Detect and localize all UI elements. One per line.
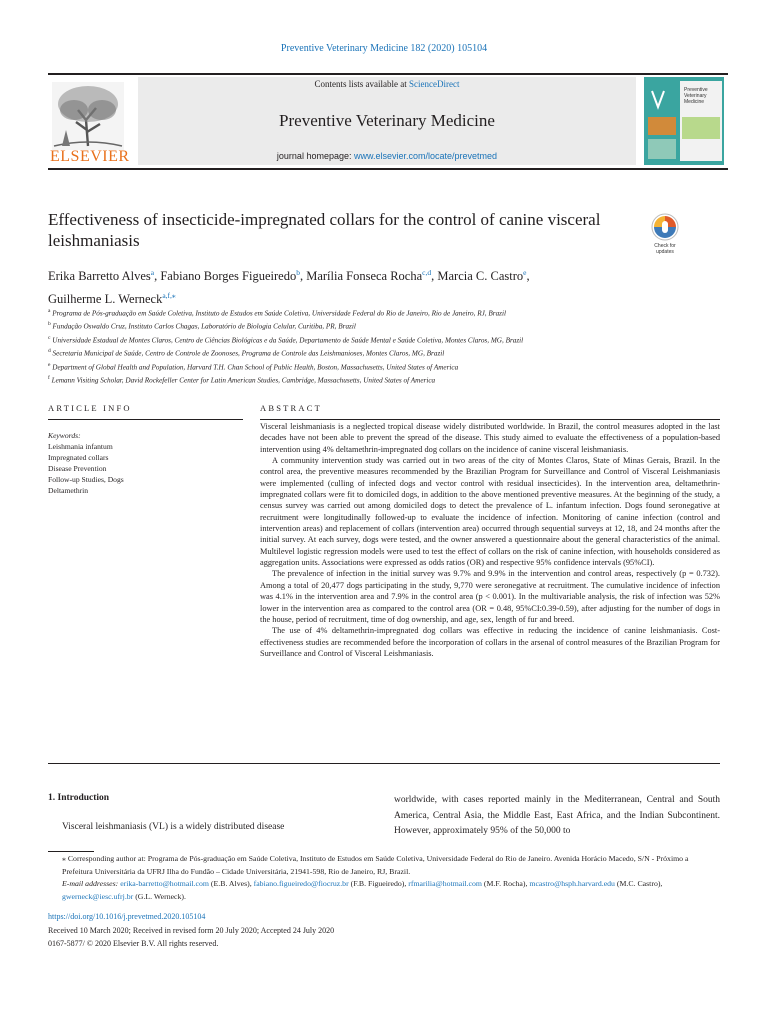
author-affil-ref[interactable]: c,d xyxy=(422,268,432,277)
author-affil-ref[interactable]: e xyxy=(523,268,527,277)
masthead-top-rule xyxy=(48,73,728,75)
issn-copyright: 0167-5877/ © 2020 Elsevier B.V. All rights reserved. xyxy=(48,939,219,948)
abstract-paragraph: The prevalence of infection in the initial survey was 9.7% and 9.9% in the intervention and control areas, respectively (p = 0.732). Among a total of 20,477 dogs participating in the study, 9,770 were seronegative at recruitment. The cumulative incidence of infection was 4.1% in the intervention area and 7.9% in the control area (p < 0.001). In the multivariable analysis, the risk of infection was 52% lower in the intervention area as compared to the control area (OR = 0.48, 95%CI:0.39-0.59), after adjusting for the number of dogs in the house, period of recruitment, time of dog ownership, and age, sex, length of fur and breed. xyxy=(260,569,720,624)
author-affil-ref[interactable]: a xyxy=(150,268,155,277)
cover-title-2: Veterinary xyxy=(684,93,707,99)
sciencedirect-link[interactable]: ScienceDirect xyxy=(409,79,460,89)
footnote-rule xyxy=(48,851,94,852)
affiliation-item xyxy=(48,333,728,346)
crossmark-label-2: updates xyxy=(656,249,674,255)
abstract-paragraph: Visceral leishmaniasis is a neglected tropical disease widely distributed worldwide. In Brazil, the control measures adopted in the last decades have not been able to prevent the spread of the disease. This study aimed to evaluate the effectiveness of a population-based intervention using 4% deltamethrin-impregnated dog collars on the incidence of canine visceral leishmaniasis. xyxy=(260,422,720,454)
affiliation-key: f xyxy=(48,374,50,381)
affiliation-text: Department of Global Health and Population, Harvard T.H. Chan School of Public Health, Boston, Massachusetts, United States of America xyxy=(52,362,459,371)
affiliation-key: b xyxy=(48,321,51,328)
introduction-heading: 1. Introduction xyxy=(48,793,110,803)
crossmark-label-1: Check for xyxy=(654,243,676,249)
journal-title: Preventive Veterinary Medicine xyxy=(279,111,495,130)
email-owner: (F.B. Figueiredo), xyxy=(348,879,409,888)
abstract-body xyxy=(260,421,720,659)
masthead-bottom-rule xyxy=(48,168,728,170)
email-link[interactable]: fabiano.figueiredo@fiocruz.br xyxy=(253,879,349,888)
author-sep: , xyxy=(154,269,161,284)
email-link[interactable]: erika-barretto@hotmail.com xyxy=(120,879,209,888)
author-affil-ref[interactable]: a,f,⁎ xyxy=(162,291,176,301)
affiliation-text: Fundação Oswaldo Cruz, Instituto Carlos Chagas, Laboratório de Biologia Celular, Curitiba, PR, Brazil xyxy=(52,322,356,331)
author-sep: , xyxy=(431,269,438,284)
elsevier-wordmark: ELSEVIER xyxy=(50,148,130,165)
article-info-heading: ARTICLE INFO xyxy=(48,403,132,413)
email-label: E-mail addresses: xyxy=(62,879,119,888)
author-sep: , xyxy=(299,269,307,284)
author-name[interactable]: Marcia C. Castro xyxy=(437,269,524,284)
affiliation-key: e xyxy=(48,361,51,368)
author-affil-ref[interactable]: b xyxy=(296,268,300,277)
article-info-rule xyxy=(48,419,243,420)
keywords-block xyxy=(48,430,243,496)
affiliation-key: a xyxy=(48,308,51,314)
journal-cover-thumbnail[interactable] xyxy=(644,77,724,165)
affiliation-text: Lemann Visiting Scholar, David Rockefeller Center for Latin American Studies, Cambridge, Massachusetts, United States of America xyxy=(51,376,436,385)
keyword-item: Impregnated collars xyxy=(48,453,109,462)
keywords-label: Keywords: xyxy=(48,431,81,440)
contents-prefix: Contents lists available at xyxy=(314,79,407,89)
article-title: Effectiveness of insecticide-impregnated collars for the control of canine visceral leishmaniasis xyxy=(48,210,601,250)
check-for-updates-icon[interactable] xyxy=(648,212,682,258)
email-link[interactable]: mcastro@hsph.harvard.edu xyxy=(529,879,615,888)
affiliation-item xyxy=(48,360,728,373)
email-owner: (E.B. Alves), xyxy=(208,879,254,888)
received-dates: Received 10 March 2020; Received in revised form 20 July 2020; Accepted 24 July 2020 xyxy=(48,926,335,935)
abstract-heading: ABSTRACT xyxy=(260,403,322,413)
affiliation-text: Programa de Pós-graduação em Saúde Coletiva, Instituto de Estudos em Saúde Coletiva, Universidade Federal do Rio de Janeiro, Rio de Janeiro, RJ, Brazil xyxy=(52,309,506,318)
homepage-link[interactable]: www.elsevier.com/locate/prevetmed xyxy=(354,151,498,161)
email-owner: (M.F. Rocha), xyxy=(481,879,530,888)
affiliation-item xyxy=(48,306,728,319)
email-addresses xyxy=(48,878,720,903)
masthead-center xyxy=(138,77,636,165)
introduction-text-right: worldwide, with cases reported mainly in the Mediterranean, Central and South America, Central Asia, the Middle East, East Africa, and the Indian Subcontinent. However, approximately 95% of the 50,000 to xyxy=(394,795,720,836)
journal-masthead xyxy=(48,73,728,170)
affiliation-text: Secretaria Municipal de Saúde, Centro de Controle de Zoonoses, Programa de Controle das Leishmanioses, Montes Claros, MG, Brazil xyxy=(52,349,445,358)
journal-homepage xyxy=(138,151,636,161)
affiliation-key: c xyxy=(48,334,51,341)
abstract-paragraph: The use of 4% deltamethrin-impregnated dog collars was effective in reducing the incidence of canine leishmaniasis. Cost-effectiveness studies are recommended before the incorporation of collars in the arsenal of control measures of the Brazilian Program for Surveillance and Control of Visceral Leishmaniasis. xyxy=(260,626,720,658)
affiliation-item xyxy=(48,373,728,386)
author-name[interactable]: Fabiano Borges Figueiredo xyxy=(160,269,297,284)
abstract-rule xyxy=(260,419,720,420)
affiliation-list xyxy=(48,306,728,386)
email-link[interactable]: gwerneck@iesc.ufrj.br xyxy=(62,891,134,901)
affiliation-item xyxy=(48,319,728,332)
email-link[interactable]: rfmarilia@hotmail.com xyxy=(408,879,482,888)
corresponding-author-note: ⁎ Corresponding author at: Programa de Pós-graduação em Saúde Coletiva, Instituto de Estudos em Saúde Coletiva, Universidade Federal do Rio de Janeiro. Avenida Horácio Macedo, S/N - Próximo a Prefeitura Universitária da UFRJ Ilha do Fundão – Cidade Universitária, 21941-598, Rio de Janeiro, RJ, Brazil. xyxy=(62,854,689,876)
keyword-item: Disease Prevention xyxy=(48,464,107,473)
keyword-item: Leishmania infantum xyxy=(48,442,113,451)
affiliation-text: Universidade Estadual de Montes Claros, Centro de Ciências Biológicas e da Saúde, Departamento de Saúde Mental e Saúde Coletiva, Montes Claros, MG, Brazil xyxy=(52,336,524,345)
cover-title-3: Medicine xyxy=(684,99,705,105)
keyword-item: Deltamethrin xyxy=(48,486,89,495)
email-owner: (M.C. Castro), xyxy=(614,879,663,888)
author-name[interactable]: Erika Barretto Alves xyxy=(48,269,151,284)
doi-link[interactable]: https://doi.org/10.1016/j.prevetmed.2020.105104 xyxy=(48,912,206,921)
keyword-item: Follow-up Studies, Dogs xyxy=(48,475,124,484)
affiliation-key: d xyxy=(48,348,51,355)
author-name[interactable]: Guilherme L. Werneck xyxy=(48,292,163,307)
abstract-bottom-rule xyxy=(48,763,720,764)
email-owner: (G.L. Werneck). xyxy=(133,891,186,901)
abstract-paragraph: A community intervention study was carried out in two areas of the city of Montes Claros, State of Minas Gerais, Brazil. In the control area, the preventive measures recommended by the Brazilian Program for Surveillance and Control of Visceral Leishmaniasis were implemented (culling of infected dogs and vector control with residual insecticides). In the intervention area, deltamethrin-impregnated collars were fit to domiciled dogs, in addition to the above mentioned preventive measures. At the beginning of the study, a census survey was carried out among domiciled dogs to detect the prevalence of L. infantum infection. Dogs found seronegative at recruitment were longitudinally followed-up to evaluate the incidence of infection. Monitoring of canine infection (control and intervention areas) and replacement of collars (intervention area) occurred through sequential surveys at 12, 18, and 24 months after the initial survey. At each survey, dogs were tested, and the owner answered a questionnaire about the general characteristics of the animal. Multilevel logistic regression models were used to test the effect of collars on the risk of canine infection, with households considered as aggregation units. Associations were expressed as odds ratios (OR) and respective 95% confidence intervals (95%CI). xyxy=(260,456,720,568)
cover-title-1: Preventive xyxy=(684,87,708,93)
homepage-label: journal homepage: xyxy=(276,151,352,161)
author-name[interactable]: Marília Fonseca Rocha xyxy=(306,269,423,284)
footnotes xyxy=(48,853,720,903)
journal-reference-link[interactable]: Preventive Veterinary Medicine 182 (2020) 105104 xyxy=(280,43,488,54)
contents-line xyxy=(138,79,636,89)
author-list xyxy=(48,263,718,309)
introduction-text-left: Visceral leishmaniasis (VL) is a widely distributed disease xyxy=(62,822,285,832)
affiliation-item xyxy=(48,346,728,359)
author-sep: , xyxy=(526,269,530,284)
